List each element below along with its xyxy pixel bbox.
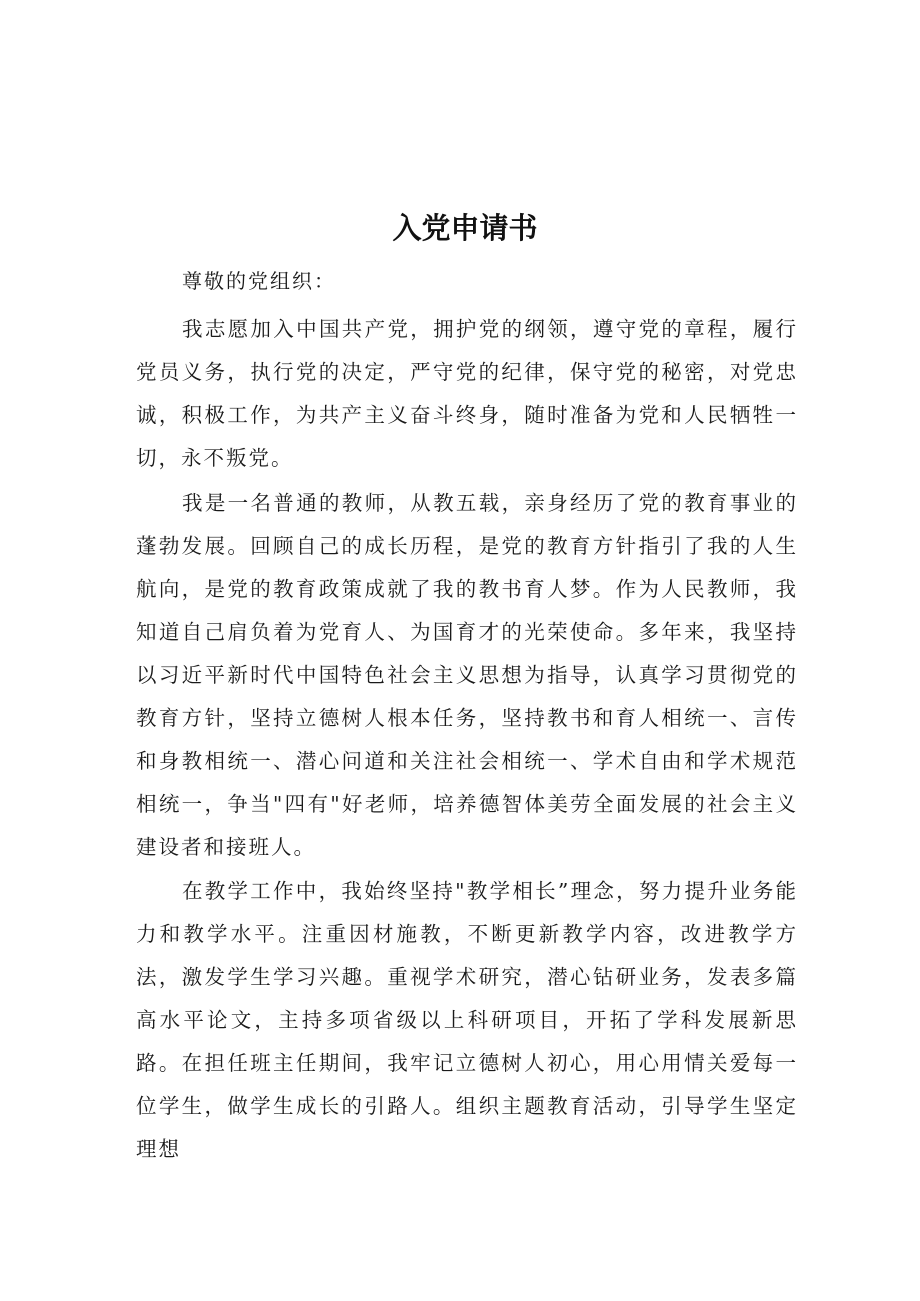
paragraph-teaching-work: 在教学工作中，我始终坚持"教学相长”理念，努力提升业务能力和教学水平。注重因材施教，不断更新教学内容，改进教学方法，激发学生学习兴趣。重视学术研究，潜心钻研业务，发表多篇高水平论文，主持多项省级以上科研项目，开拓了学科发展新思路。在担任班主任期间，我牢记立德树人初心，用心用情关爱每一位学生，做学生成长的引路人。组织主题教育活动，引导学生坚定理想 [136, 879, 798, 1161]
salutation: 尊敬的党组织： [182, 269, 336, 293]
paragraph-teacher-background: 我是一名普通的教师，从教五载，亲身经历了党的教育事业的蓬勃发展。回顾自己的成长历程，是党的教育方针指引了我的人生航向，是党的教育政策成就了我的教书育人梦。作为人民教师，我知道自己肩负着为党育人、为国育才的光荣使命。多年来，我坚持以习近平新时代中国特色社会主义思想为指导，认真学习贯彻党的教育方针，坚持立德树人根本任务，坚持教书和育人相统一、言传和身教相统一、潜心问道和关注社会相统一、学术自由和学术规范相统一，争当"四有"好老师，培养德智体美劳全面发展的社会主义建设者和接班人。 [136, 491, 798, 859]
paragraph-pledge: 我志愿加入中国共产党，拥护党的纲领，遵守党的章程，履行党员义务，执行党的决定，严守党的纪律，保守党的秘密，对党忠诚，积极工作，为共产主义奋斗终身，随时准备为党和人民牺牲一切，永不叛党。 [136, 317, 798, 470]
document-title: 入党申请书 [392, 211, 538, 245]
